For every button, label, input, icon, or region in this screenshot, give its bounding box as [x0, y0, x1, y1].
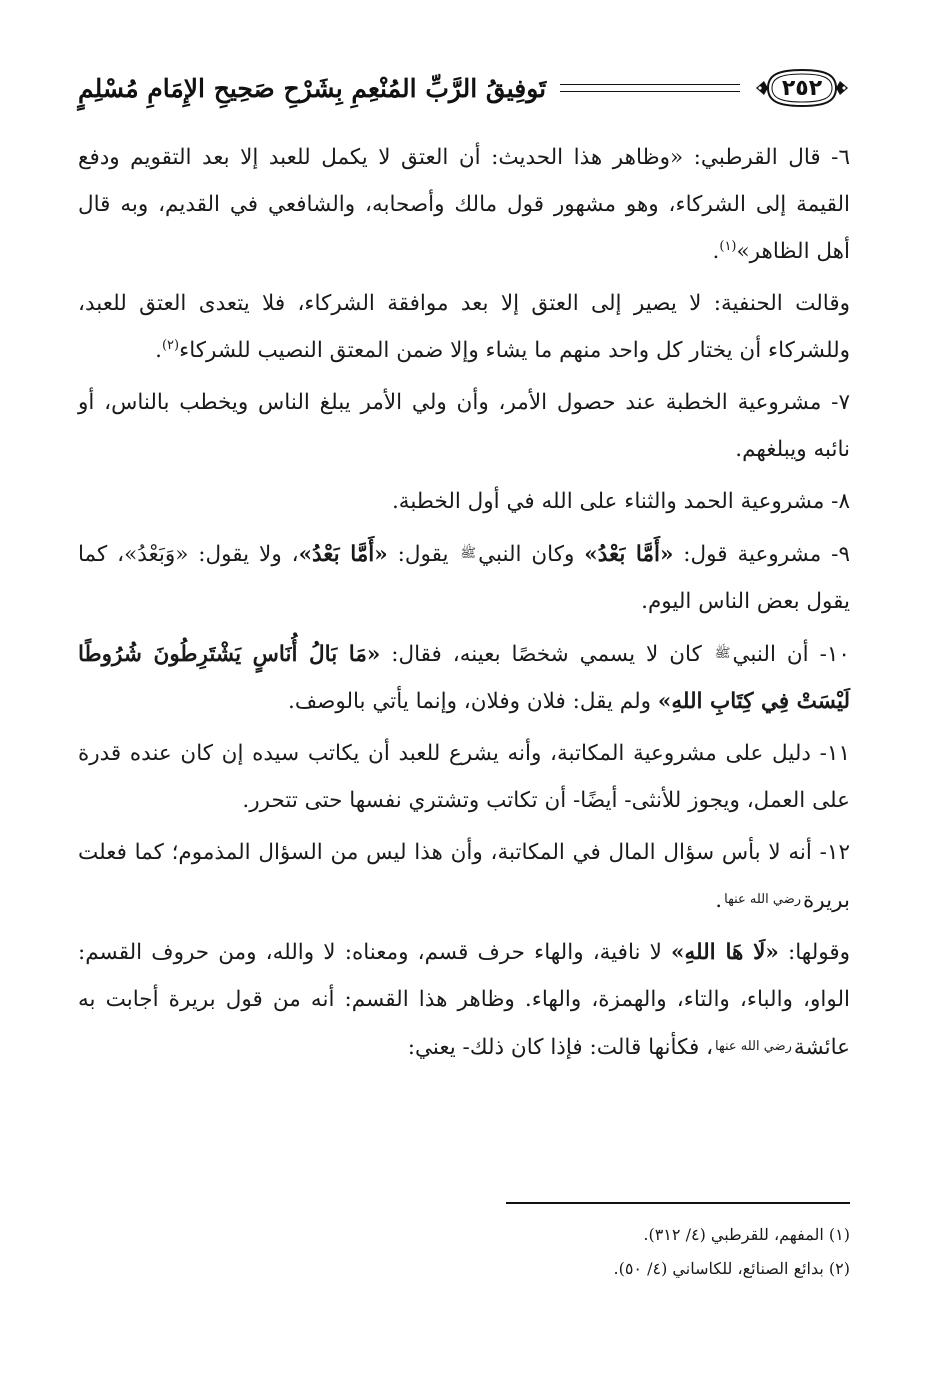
paragraph-text: يقول: [387, 542, 459, 567]
radiya-glyph-icon: رضي الله عنها [724, 892, 802, 907]
footnote-1: (١) المفهم، للقرطبي (٤/ ٣١٢). [643, 1225, 850, 1244]
footnotes [78, 1218, 850, 1286]
book-title: تَوفِيقُ الرَّبِّ المُنْعِمِ بِشَرْحِ صَحِيحِ الإِمَامِ مُسْلِمٍ [78, 73, 547, 103]
paragraph-7: ٧- مشروعية الخطبة عند حصول الأمر، وأن ولي الأمر يبلغ الناس ويخطب بالناس، أو نائبه ويبلغهم. [78, 390, 850, 462]
radiya-glyph-icon: رضي الله عنها [715, 1039, 792, 1054]
paragraph-end: . [155, 338, 162, 363]
footnote-ref-1[interactable]: (١) [719, 238, 737, 254]
book-page [78, 56, 850, 1356]
hadith-quote: «مَا بَالُ أُنَاسٍ يَشْتَرِطُونَ شُرُوطًا لَيْسَتْ فِي كِتَابِ اللهِ» [78, 642, 850, 714]
salutation-glyph-icon: ﷺ [460, 546, 477, 561]
paragraph-text: ، ولا يقول: «وَبَعْدُ»، كما يقول بعض الناس اليوم. [78, 542, 850, 614]
paragraph-12 [78, 829, 850, 924]
paragraph-end: . [715, 888, 723, 913]
page-number: ٢٥٢ [781, 75, 823, 101]
footnote-2: (٢) بدائع الصنائع، للكاساني (٤/ ٥٠). [613, 1259, 850, 1278]
footnote-ref-2[interactable]: (٢) [161, 337, 180, 353]
paragraph-text: وقولها: [778, 940, 851, 965]
page-number-ornament [754, 65, 850, 111]
paragraph-8: ٨- مشروعية الحمد والثناء على الله في أول الخطبة. [391, 489, 850, 514]
paragraph-10 [78, 630, 850, 725]
quoted-phrase: «أَمَّا بَعْدُ» [584, 542, 674, 567]
page-body [78, 134, 850, 1071]
paragraph-text: كان لا يسمي شخصًا بعينه، فقال: [380, 642, 713, 667]
paragraph-text: لا نافية، والهاء حرف قسم، ومعناه: لا والله، ومن حروف القسم: الواو، والباء، والتاء، والهمزة، والهاء. وظاهر هذا القسم: أنه من قول بريرة أجابت به عائشة [78, 940, 850, 1060]
footnote-separator [506, 1202, 850, 1204]
page-header [78, 56, 850, 120]
paragraph-oath [78, 929, 850, 1071]
paragraph-text: ولم يقل: فلان وفلان، وإنما يأتي بالوصف. [288, 689, 658, 714]
paragraph-11: ١١- دليل على مشروعية المكاتبة، وأنه يشرع للعبد أن يكاتب سيده إن كان عنده قدرة على العمل، ويجوز للأنثى- أيضًا- أن تكاتب وتشتري نفسها حتى تتحرر. [78, 741, 850, 813]
paragraph-text: وكان النبي [478, 542, 585, 567]
quoted-phrase: «أَمَّا بَعْدُ» [298, 542, 388, 567]
paragraph-end: . [712, 239, 720, 264]
header-rule [560, 84, 740, 92]
paragraph-6 [78, 134, 850, 275]
paragraph-text: ٦- قال القرطبي: «وظاهر هذا الحديث: أن العتق لا يكمل للعبد إلا بعد التقويم ودفع القيمة إلى الشركاء، وهو مشهور قول مالك وأصحابه، والشافعي في القديم، وبه قال أهل الظاهر» [78, 145, 850, 264]
quoted-phrase: «لَا هَا اللهِ» [671, 940, 779, 965]
paragraph-hanafi [78, 280, 850, 374]
paragraph-text: ١٢- أنه لا بأس سؤال المال في المكاتبة، وأن هذا ليس من السؤال المذموم؛ كما فعلت بريرة [78, 840, 850, 913]
paragraph-9 [78, 530, 850, 625]
paragraph-text: وقالت الحنفية: لا يصير إلى العتق إلا بعد موافقة الشركاء، فلا يتعدى العتق للعبد، وللشركاء أن يختار كل واحد منهم ما يشاء وإلا ضمن المعتق النصيب للشركاء [78, 291, 850, 363]
salutation-glyph-icon: ﷺ [714, 646, 731, 661]
paragraph-text: ٩- مشروعية قول: [673, 542, 850, 567]
paragraph-text: ، فكأنها قالت: فإذا كان ذلك- يعني: [407, 1035, 714, 1060]
paragraph-text: ١٠- أن النبي [732, 642, 850, 667]
